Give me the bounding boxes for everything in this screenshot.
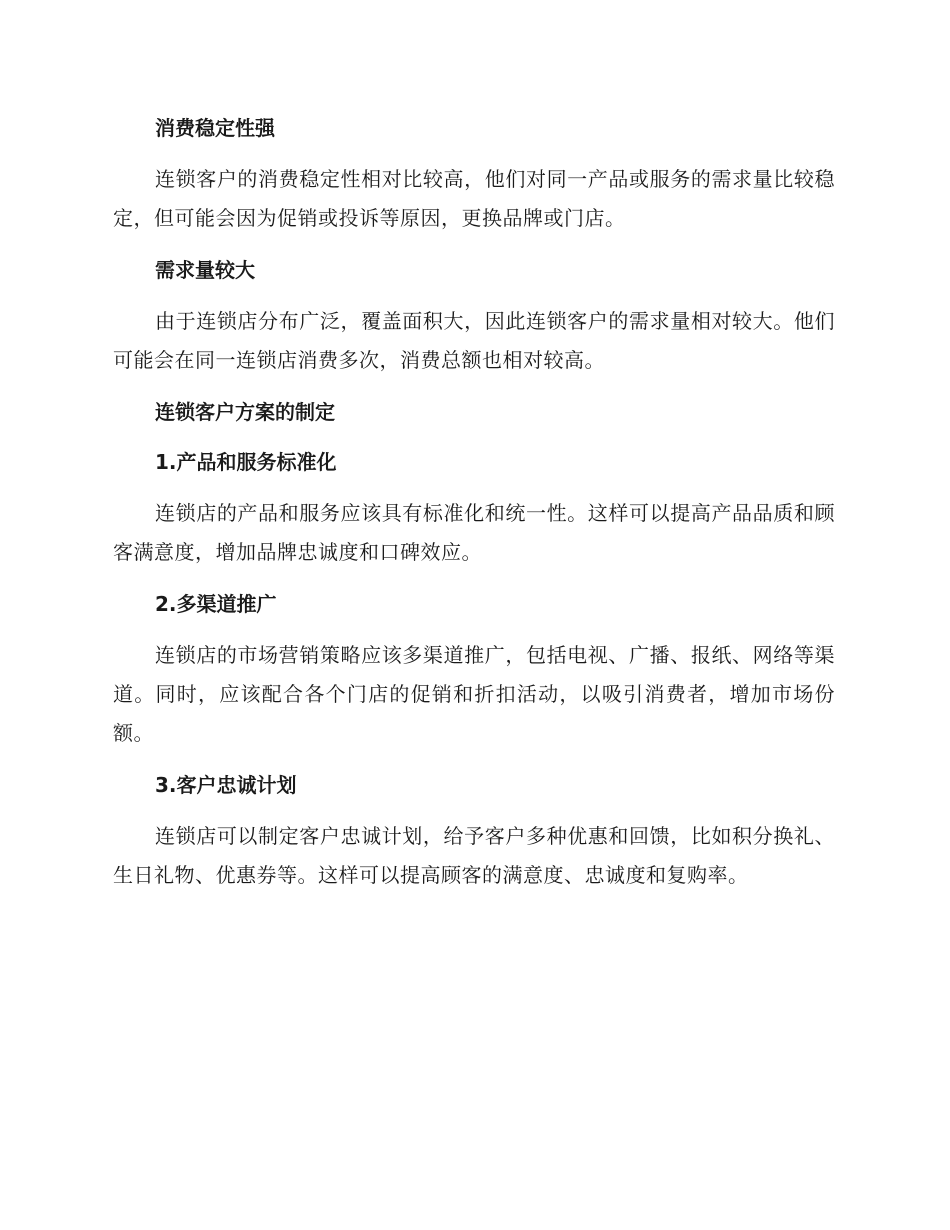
section-heading-loyalty-plan: 3.客户忠诚计划 xyxy=(155,773,297,797)
section-heading-standardization: 1.产品和服务标准化 xyxy=(155,450,337,474)
section-heading-plan-formulation: 连锁客户方案的制定 xyxy=(155,400,335,424)
section-paragraph-high-demand: 由于连锁店分布广泛，覆盖面积大，因此连锁客户的需求量相对较大。他们可能会在同一连锁店消费多次，消费总额也相对较高。 xyxy=(113,309,835,372)
section-paragraph-loyalty-plan: 连锁店可以制定客户忠诚计划，给予客户多种优惠和回馈，比如积分换礼、生日礼物、优惠券等。这样可以提高顾客的满意度、忠诚度和复购率。 xyxy=(113,824,835,887)
document-body xyxy=(113,100,835,909)
section-paragraph-consumption-stability: 连锁客户的消费稳定性相对比较高，他们对同一产品或服务的需求量比较稳定，但可能会因为促销或投诉等原因，更换品牌或门店。 xyxy=(113,167,835,230)
section-paragraph-multichannel: 连锁店的市场营销策略应该多渠道推广，包括电视、广播、报纸、网络等渠道。同时，应该配合各个门店的促销和折扣活动，以吸引消费者，增加市场份额。 xyxy=(113,643,835,745)
section-heading-consumption-stability: 消费稳定性强 xyxy=(155,116,275,140)
section-heading-high-demand: 需求量较大 xyxy=(155,258,255,282)
section-heading-multichannel: 2.多渠道推广 xyxy=(155,592,277,616)
section-paragraph-standardization: 连锁店的产品和服务应该具有标准化和统一性。这样可以提高产品品质和顾客满意度，增加品牌忠诚度和口碑效应。 xyxy=(113,501,835,564)
